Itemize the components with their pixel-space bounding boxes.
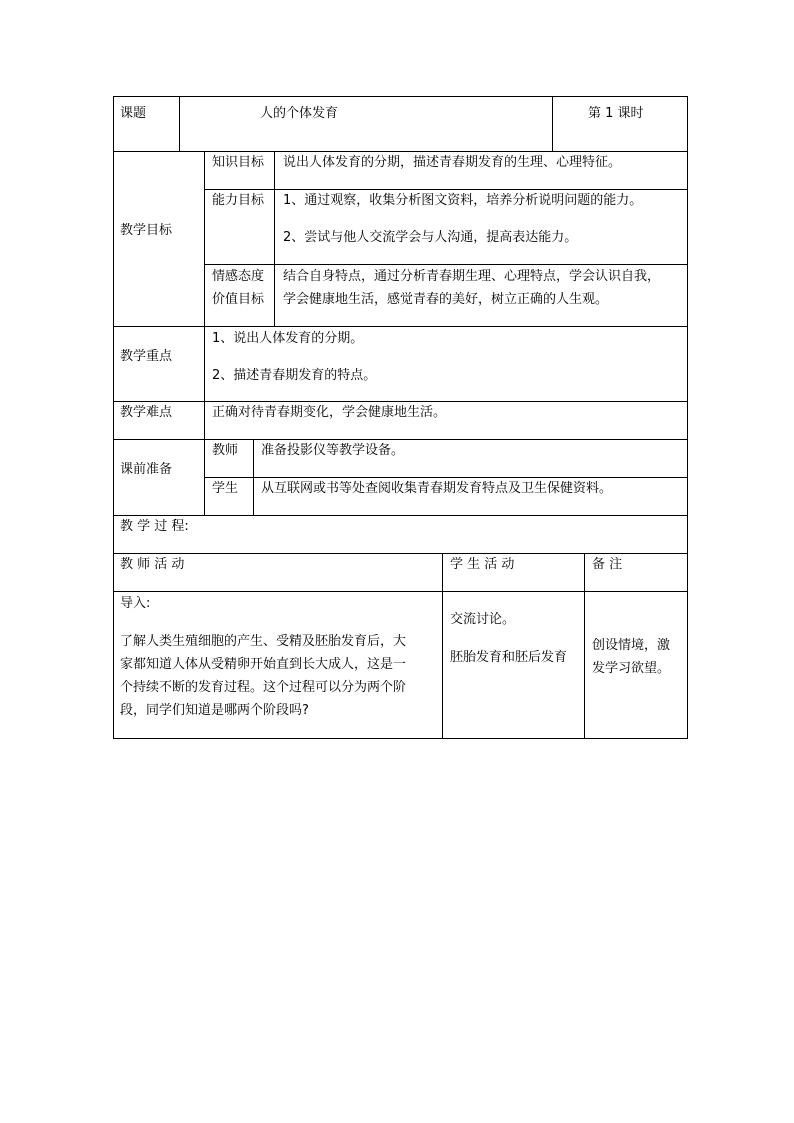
rule (113, 439, 688, 440)
rule (204, 326, 205, 439)
ability-item: 1、通过观察，收集分析图文资料，培养分析说明问题的能力。 (283, 193, 643, 208)
rule (204, 189, 688, 190)
intro-line: 家都知道人体从受精卵开始直到长大成人，这是一 (120, 657, 407, 672)
teacher-prep-label: 教师 (212, 443, 239, 458)
preparation-label: 课前准备 (120, 462, 173, 477)
lesson-title: 人的个体发育 (260, 106, 339, 121)
rule (253, 439, 254, 515)
rule (113, 515, 688, 516)
ability-label: 能力目标 (212, 193, 265, 208)
intro-line: 个持续不断的发育过程。这个过程可以分为两个阶 (120, 680, 407, 695)
note-line: 创设情境，激 (592, 638, 671, 653)
objectives-label: 教学目标 (120, 223, 173, 238)
rule (113, 591, 688, 592)
emotion-label: 价值目标 (212, 292, 265, 307)
student-activity-line: 胚胎发育和胚后发育 (450, 650, 568, 665)
rule (274, 151, 275, 326)
rule (204, 151, 205, 326)
teacher-prep-text: 准备投影仪等教学设备。 (261, 443, 405, 458)
emotion-text: 学会健康地生活，感觉青春的美好，树立正确的人生观。 (283, 292, 609, 307)
rule (552, 96, 553, 151)
col-notes: 备 注 (592, 557, 623, 572)
knowledge-text: 说出人体发育的分期，描述青春期发育的生理、心理特征。 (283, 155, 622, 170)
rule (113, 96, 688, 97)
student-prep-label: 学生 (212, 481, 239, 496)
key-point-item: 2、描述青春期发育的特点。 (212, 368, 377, 383)
student-prep-text: 从互联网或书等处查阅收集青春期发育特点及卫生保健资料。 (261, 481, 613, 496)
rule (204, 477, 688, 478)
rule (204, 439, 205, 515)
difficulty-text: 正确对待青春期变化，学会健康地生活。 (212, 405, 447, 420)
rule (113, 326, 688, 327)
student-activity-line: 交流讨论。 (450, 612, 516, 627)
emotion-text: 结合自身特点，通过分析青春期生理、心理特点，学会认识自我， (283, 269, 661, 284)
col-student-activity: 学 生 活 动 (450, 557, 515, 572)
rule (179, 96, 180, 151)
rule (113, 738, 688, 739)
rule (113, 553, 688, 554)
key-point-item: 1、说出人体发育的分期。 (212, 331, 364, 346)
difficulty-label: 教学难点 (120, 405, 173, 420)
rule (113, 96, 114, 739)
rule (113, 151, 688, 152)
subject-label: 课题 (120, 106, 147, 121)
lesson-period: 第 1 课时 (588, 106, 644, 121)
rule (442, 553, 443, 738)
key-points-label: 教学重点 (120, 349, 173, 364)
intro-line: 段，同学们知道是哪两个阶段吗? (120, 703, 309, 718)
intro-line: 了解人类生殖细胞的产生、受精及胚胎发育后，大 (120, 634, 407, 649)
emotion-label: 情感态度 (212, 269, 265, 284)
note-line: 发学习欲望。 (592, 661, 671, 676)
process-label: 教 学 过 程: (120, 519, 189, 534)
rule (113, 401, 688, 402)
intro-heading: 导入: (120, 596, 151, 611)
rule (584, 553, 585, 738)
col-teacher-activity: 教 师 活 动 (120, 557, 185, 572)
ability-item: 2、尝试与他人交流学会与人沟通，提高表达能力。 (283, 230, 578, 245)
knowledge-label: 知识目标 (212, 155, 265, 170)
rule (687, 96, 688, 739)
rule (204, 264, 688, 265)
